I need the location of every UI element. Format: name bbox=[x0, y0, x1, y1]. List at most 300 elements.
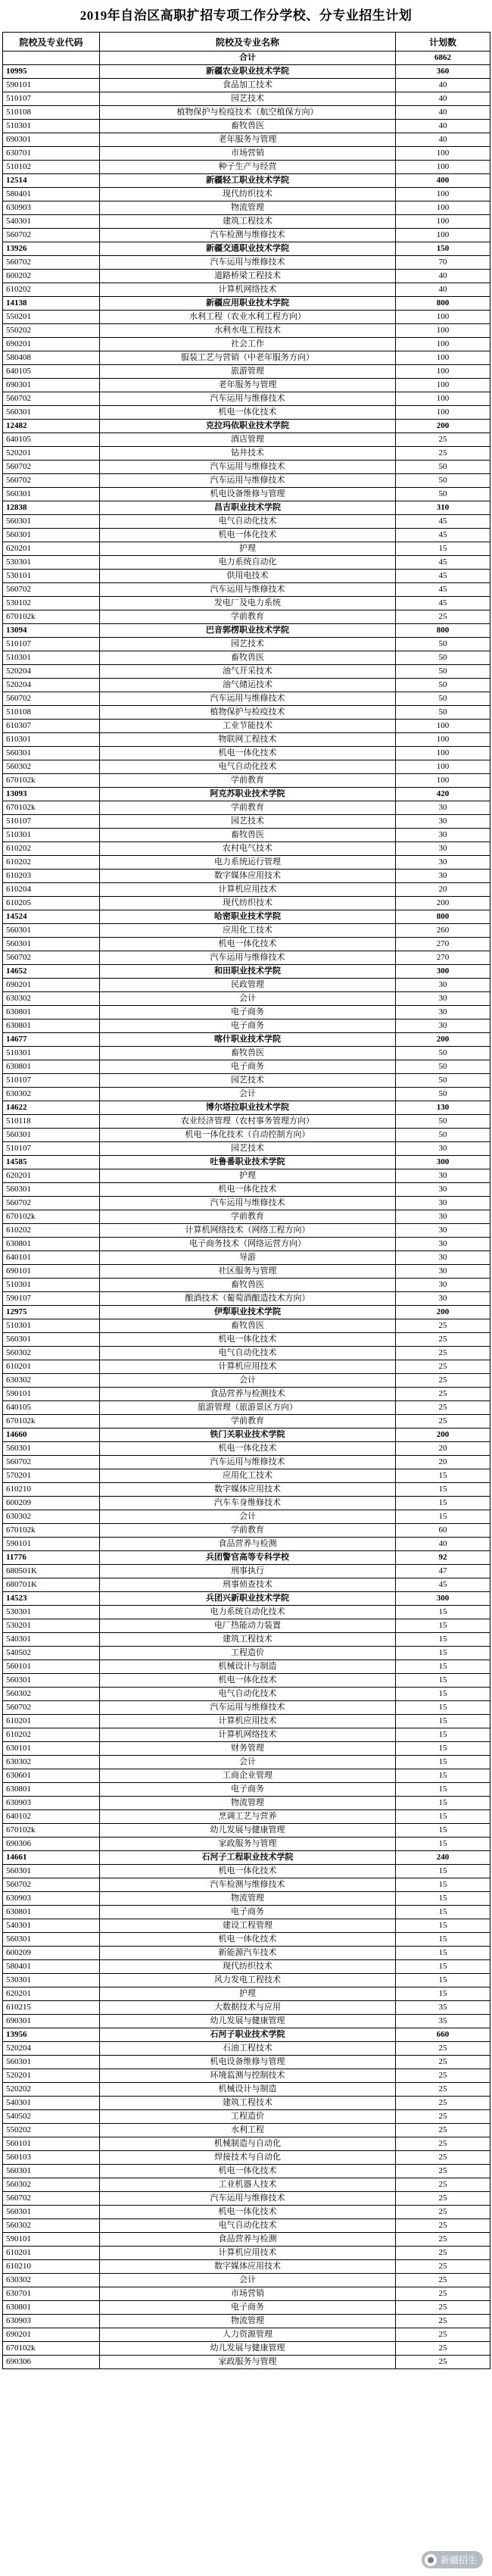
major-name: 水利工程 bbox=[100, 2124, 396, 2137]
header-code: 院校及专业代码 bbox=[3, 33, 100, 52]
school-code: 11776 bbox=[3, 1551, 100, 1565]
major-row bbox=[3, 1728, 490, 1742]
major-code: 560302 bbox=[3, 760, 100, 774]
school-row bbox=[3, 242, 490, 256]
major-name: 园艺技术 bbox=[100, 1142, 396, 1156]
major-code: 560702 bbox=[3, 474, 100, 488]
major-row bbox=[3, 1088, 490, 1101]
major-plan: 15 bbox=[396, 1987, 490, 2001]
school-row bbox=[3, 910, 490, 924]
major-name: 老年服务与管理 bbox=[100, 133, 396, 147]
major-row bbox=[3, 433, 490, 447]
watermark-label: 新疆招生 bbox=[440, 2555, 477, 2565]
school-code: 12838 bbox=[3, 501, 100, 515]
major-name: 电气自动化技术 bbox=[100, 2219, 396, 2233]
major-name: 市场营销 bbox=[100, 2287, 396, 2301]
header-name: 院校及专业名称 bbox=[100, 33, 396, 52]
major-code: 630302 bbox=[3, 1088, 100, 1101]
major-code: 510108 bbox=[3, 706, 100, 720]
major-code: 560301 bbox=[3, 1865, 100, 1878]
major-name: 幼儿发展与健康管理 bbox=[100, 1824, 396, 1838]
major-code: 670102k bbox=[3, 1824, 100, 1838]
major-code: 560301 bbox=[3, 1442, 100, 1456]
major-plan: 30 bbox=[396, 1142, 490, 1156]
major-row bbox=[3, 515, 490, 529]
school-name: 哈密职业技术学院 bbox=[100, 910, 396, 924]
major-plan: 15 bbox=[396, 1769, 490, 1783]
major-plan: 100 bbox=[396, 720, 490, 733]
major-code: 560301 bbox=[3, 747, 100, 760]
major-code: 690201 bbox=[3, 338, 100, 351]
school-row bbox=[3, 788, 490, 801]
major-name: 数字媒体应用技术 bbox=[100, 1483, 396, 1497]
major-plan: 50 bbox=[396, 651, 490, 665]
major-plan: 35 bbox=[396, 2001, 490, 2015]
major-plan: 100 bbox=[396, 392, 490, 406]
major-row bbox=[3, 1742, 490, 1756]
major-plan: 30 bbox=[396, 815, 490, 829]
major-code: 540301 bbox=[3, 1633, 100, 1647]
school-row bbox=[3, 1429, 490, 1442]
major-name: 发电厂及电力系统 bbox=[100, 597, 396, 610]
major-plan: 25 bbox=[396, 2165, 490, 2178]
major-row bbox=[3, 1538, 490, 1551]
major-plan: 15 bbox=[396, 542, 490, 556]
major-plan: 15 bbox=[396, 1497, 490, 1510]
major-row bbox=[3, 256, 490, 270]
major-row bbox=[3, 2001, 490, 2015]
major-plan: 30 bbox=[396, 1210, 490, 1224]
major-code: 610201 bbox=[3, 1715, 100, 1728]
school-plan: 360 bbox=[396, 65, 490, 79]
major-code: 540502 bbox=[3, 2110, 100, 2124]
major-code: 630903 bbox=[3, 2315, 100, 2328]
major-name: 机械设计与制造 bbox=[100, 2083, 396, 2097]
school-row bbox=[3, 1156, 490, 1169]
major-name: 工商企业管理 bbox=[100, 1769, 396, 1783]
major-name: 农村电气技术 bbox=[100, 842, 396, 856]
major-plan: 50 bbox=[396, 679, 490, 692]
major-row bbox=[3, 2178, 490, 2192]
major-name: 机电一体化技术 bbox=[100, 1933, 396, 1947]
major-plan: 15 bbox=[396, 1878, 490, 1892]
major-row bbox=[3, 1183, 490, 1197]
major-code: 560301 bbox=[3, 488, 100, 501]
major-code: 600202 bbox=[3, 270, 100, 283]
major-name: 机电一体化技术 bbox=[100, 1333, 396, 1347]
major-row bbox=[3, 229, 490, 242]
major-plan: 25 bbox=[396, 2247, 490, 2260]
major-plan: 100 bbox=[396, 379, 490, 392]
major-row bbox=[3, 2110, 490, 2124]
major-name: 学前教育 bbox=[100, 774, 396, 788]
major-code: 690306 bbox=[3, 1838, 100, 1851]
major-code: 560101 bbox=[3, 1660, 100, 1674]
major-plan: 100 bbox=[396, 351, 490, 365]
major-row bbox=[3, 747, 490, 760]
major-plan: 15 bbox=[396, 1933, 490, 1947]
major-name: 计算机应用技术 bbox=[100, 2247, 396, 2260]
major-row bbox=[3, 556, 490, 570]
major-code: 630601 bbox=[3, 1769, 100, 1783]
school-row bbox=[3, 624, 490, 638]
major-code: 630801 bbox=[3, 1019, 100, 1033]
major-code: 670102k bbox=[3, 2342, 100, 2356]
major-plan: 30 bbox=[396, 801, 490, 815]
school-plan: 150 bbox=[396, 242, 490, 256]
major-plan: 50 bbox=[396, 1074, 490, 1088]
major-name: 机电一体化技术 bbox=[100, 2165, 396, 2178]
major-name: 刑事侦查技术 bbox=[100, 1578, 396, 1592]
school-code: 13956 bbox=[3, 2028, 100, 2042]
major-code: 630801 bbox=[3, 1238, 100, 1251]
major-name: 物联网工程技术 bbox=[100, 733, 396, 747]
major-plan: 45 bbox=[396, 556, 490, 570]
major-name: 计算机网络技术 bbox=[100, 283, 396, 297]
major-code: 630903 bbox=[3, 1797, 100, 1810]
major-plan: 25 bbox=[396, 1401, 490, 1415]
major-plan: 25 bbox=[396, 2137, 490, 2151]
school-code: 14524 bbox=[3, 910, 100, 924]
major-plan: 100 bbox=[396, 747, 490, 760]
major-name: 旅游管理（旅游景区方向） bbox=[100, 1401, 396, 1415]
major-name: 食品营养与检测技术 bbox=[100, 1388, 396, 1401]
major-plan: 50 bbox=[396, 692, 490, 706]
major-name: 会计 bbox=[100, 2274, 396, 2287]
major-name: 电气自动化技术 bbox=[100, 760, 396, 774]
major-code: 640102 bbox=[3, 1810, 100, 1824]
major-code: 510301 bbox=[3, 829, 100, 842]
major-row bbox=[3, 2356, 490, 2369]
major-row bbox=[3, 1783, 490, 1797]
major-row bbox=[3, 283, 490, 297]
major-row bbox=[3, 1019, 490, 1033]
major-plan: 100 bbox=[396, 760, 490, 774]
major-name: 工程造价 bbox=[100, 1647, 396, 1660]
major-code: 600209 bbox=[3, 1497, 100, 1510]
major-plan: 30 bbox=[396, 1169, 490, 1183]
school-name: 巴音郭楞职业技术学院 bbox=[100, 624, 396, 638]
major-code: 690301 bbox=[3, 2015, 100, 2028]
major-row bbox=[3, 1074, 490, 1088]
major-name: 计算机网络技术（网络工程方向） bbox=[100, 1224, 396, 1238]
major-row bbox=[3, 351, 490, 365]
school-row bbox=[3, 65, 490, 79]
school-name: 克拉玛依职业技术学院 bbox=[100, 420, 396, 433]
major-name: 老年服务与管理 bbox=[100, 379, 396, 392]
school-code: 14138 bbox=[3, 297, 100, 311]
school-name: 吐鲁番职业技术学院 bbox=[100, 1156, 396, 1169]
enrollment-plan-table bbox=[2, 32, 490, 2369]
major-plan: 25 bbox=[396, 2260, 490, 2274]
school-plan: 660 bbox=[396, 2028, 490, 2042]
major-name: 数字媒体应用技术 bbox=[100, 870, 396, 883]
school-code: 14652 bbox=[3, 965, 100, 979]
major-row bbox=[3, 1715, 490, 1728]
major-code: 560702 bbox=[3, 1197, 100, 1210]
major-row bbox=[3, 379, 490, 392]
major-name: 现代纺织技术 bbox=[100, 1960, 396, 1974]
major-name: 畜牧兽医 bbox=[100, 651, 396, 665]
major-plan: 15 bbox=[396, 1660, 490, 1674]
major-plan: 25 bbox=[396, 2274, 490, 2287]
major-code: 590107 bbox=[3, 1292, 100, 1306]
major-code: 510301 bbox=[3, 1319, 100, 1333]
major-code: 560301 bbox=[3, 1933, 100, 1947]
major-code: 530301 bbox=[3, 1606, 100, 1619]
major-row bbox=[3, 542, 490, 556]
major-row bbox=[3, 679, 490, 692]
major-code: 520204 bbox=[3, 2042, 100, 2056]
major-plan: 100 bbox=[396, 161, 490, 174]
major-name: 汽车检测与维修技术 bbox=[100, 1878, 396, 1892]
major-name: 计算机应用技术 bbox=[100, 1360, 396, 1374]
school-name: 兵团警官高等专科学校 bbox=[100, 1551, 396, 1565]
major-plan: 25 bbox=[396, 2287, 490, 2301]
major-plan: 15 bbox=[396, 1892, 490, 1906]
major-row bbox=[3, 461, 490, 474]
major-code: 580401 bbox=[3, 188, 100, 201]
major-code: 610202 bbox=[3, 283, 100, 297]
major-row bbox=[3, 1933, 490, 1947]
major-row bbox=[3, 120, 490, 133]
major-name: 机电一体化技术 bbox=[100, 1865, 396, 1878]
major-name: 市场营销 bbox=[100, 147, 396, 161]
major-row bbox=[3, 2083, 490, 2097]
major-code: 560702 bbox=[3, 256, 100, 270]
major-plan: 50 bbox=[396, 461, 490, 474]
major-row bbox=[3, 406, 490, 420]
major-name: 机电一体化技术 bbox=[100, 747, 396, 760]
major-name: 石油工程技术 bbox=[100, 2042, 396, 2056]
major-plan: 25 bbox=[396, 2083, 490, 2097]
major-code: 550201 bbox=[3, 311, 100, 324]
major-code: 510108 bbox=[3, 106, 100, 120]
major-name: 油气储运技术 bbox=[100, 679, 396, 692]
major-row bbox=[3, 79, 490, 92]
major-name: 机电一体化技术 bbox=[100, 406, 396, 420]
major-code: 610202 bbox=[3, 1224, 100, 1238]
major-row bbox=[3, 2206, 490, 2219]
major-plan: 50 bbox=[396, 638, 490, 651]
major-code: 590101 bbox=[3, 2233, 100, 2247]
major-name: 汽车运用与维修技术 bbox=[100, 1456, 396, 1469]
major-code: 520201 bbox=[3, 447, 100, 461]
major-row bbox=[3, 1238, 490, 1251]
major-code: 540502 bbox=[3, 1647, 100, 1660]
major-plan: 20 bbox=[396, 1442, 490, 1456]
major-plan: 25 bbox=[396, 2206, 490, 2219]
major-name: 电气自动化技术 bbox=[100, 1688, 396, 1701]
major-name: 建筑工程技术 bbox=[100, 2097, 396, 2110]
major-plan: 15 bbox=[396, 1469, 490, 1483]
major-name: 机电一体化技术 bbox=[100, 2206, 396, 2219]
major-code: 630302 bbox=[3, 1374, 100, 1388]
school-name: 新疆农业职业技术学院 bbox=[100, 65, 396, 79]
major-code: 610202 bbox=[3, 856, 100, 870]
major-name: 大数据技术与应用 bbox=[100, 2001, 396, 2015]
school-code: 14523 bbox=[3, 1592, 100, 1606]
major-plan: 30 bbox=[396, 992, 490, 1006]
major-plan: 30 bbox=[396, 979, 490, 992]
major-name: 建筑工程技术 bbox=[100, 215, 396, 229]
major-row bbox=[3, 1469, 490, 1483]
major-name: 园艺技术 bbox=[100, 92, 396, 106]
school-plan: 200 bbox=[396, 420, 490, 433]
major-plan: 200 bbox=[396, 897, 490, 910]
major-code: 590101 bbox=[3, 1538, 100, 1551]
major-name: 种子生产与经营 bbox=[100, 161, 396, 174]
major-plan: 40 bbox=[396, 283, 490, 297]
major-code: 510301 bbox=[3, 1279, 100, 1292]
major-plan: 40 bbox=[396, 106, 490, 120]
major-code: 620201 bbox=[3, 1169, 100, 1183]
major-code: 630903 bbox=[3, 201, 100, 215]
major-code: 630801 bbox=[3, 1783, 100, 1797]
major-name: 应用化工技术 bbox=[100, 924, 396, 938]
major-code: 510301 bbox=[3, 120, 100, 133]
major-code: 540301 bbox=[3, 215, 100, 229]
major-plan: 100 bbox=[396, 201, 490, 215]
major-plan: 100 bbox=[396, 188, 490, 201]
major-code: 510301 bbox=[3, 1047, 100, 1060]
major-name: 建筑工程技术 bbox=[100, 1633, 396, 1647]
major-plan: 25 bbox=[396, 2328, 490, 2342]
major-row bbox=[3, 92, 490, 106]
major-row bbox=[3, 570, 490, 583]
major-code: 610210 bbox=[3, 1483, 100, 1497]
major-code: 630302 bbox=[3, 2274, 100, 2287]
major-code: 630801 bbox=[3, 2301, 100, 2315]
major-name: 机电设备维修与管理 bbox=[100, 488, 396, 501]
major-name: 学前教育 bbox=[100, 1210, 396, 1224]
major-plan: 25 bbox=[396, 2233, 490, 2247]
major-plan: 50 bbox=[396, 1129, 490, 1142]
major-code: 560301 bbox=[3, 924, 100, 938]
major-name: 水利工程（农业水利工程方向） bbox=[100, 311, 396, 324]
major-plan: 25 bbox=[396, 1360, 490, 1374]
major-row bbox=[3, 1838, 490, 1851]
major-name: 电厂热能动力装置 bbox=[100, 1619, 396, 1633]
major-code: 590101 bbox=[3, 1388, 100, 1401]
major-code: 630801 bbox=[3, 1906, 100, 1919]
major-code: 560702 bbox=[3, 461, 100, 474]
major-row bbox=[3, 1142, 490, 1156]
major-name: 会计 bbox=[100, 1088, 396, 1101]
major-plan: 45 bbox=[396, 583, 490, 597]
major-name: 电气自动化技术 bbox=[100, 1347, 396, 1360]
major-code: 560702 bbox=[3, 392, 100, 406]
major-row bbox=[3, 2219, 490, 2233]
major-code: 530101 bbox=[3, 570, 100, 583]
major-row bbox=[3, 1415, 490, 1429]
school-plan: 300 bbox=[396, 1156, 490, 1169]
major-row bbox=[3, 815, 490, 829]
major-code: 540301 bbox=[3, 2097, 100, 2110]
major-plan: 100 bbox=[396, 324, 490, 338]
major-code: 630903 bbox=[3, 1892, 100, 1906]
school-plan: 800 bbox=[396, 910, 490, 924]
major-code: 560301 bbox=[3, 529, 100, 542]
major-code: 610205 bbox=[3, 897, 100, 910]
school-row bbox=[3, 297, 490, 311]
school-name: 新疆应用职业技术学院 bbox=[100, 297, 396, 311]
major-plan: 45 bbox=[396, 570, 490, 583]
major-plan: 25 bbox=[396, 2056, 490, 2069]
major-plan: 30 bbox=[396, 1197, 490, 1210]
major-code: 570201 bbox=[3, 1469, 100, 1483]
major-name: 汽车运用与维修技术 bbox=[100, 583, 396, 597]
major-row bbox=[3, 529, 490, 542]
major-code: 560702 bbox=[3, 583, 100, 597]
major-plan: 50 bbox=[396, 1088, 490, 1101]
major-plan: 15 bbox=[396, 1906, 490, 1919]
major-row bbox=[3, 1974, 490, 1987]
major-name: 机电一体化技术 bbox=[100, 938, 396, 951]
major-name: 园艺技术 bbox=[100, 638, 396, 651]
major-row bbox=[3, 1483, 490, 1497]
major-row bbox=[3, 188, 490, 201]
major-plan: 25 bbox=[396, 2069, 490, 2083]
major-code: 510107 bbox=[3, 1074, 100, 1088]
major-row bbox=[3, 692, 490, 706]
major-plan: 270 bbox=[396, 938, 490, 951]
school-plan: 200 bbox=[396, 1033, 490, 1047]
major-row bbox=[3, 733, 490, 747]
major-code: 560301 bbox=[3, 1129, 100, 1142]
major-row bbox=[3, 201, 490, 215]
major-code: 670102k bbox=[3, 801, 100, 815]
major-code: 550202 bbox=[3, 2124, 100, 2137]
school-row bbox=[3, 1033, 490, 1047]
major-row bbox=[3, 1619, 490, 1633]
major-plan: 25 bbox=[396, 610, 490, 624]
major-row bbox=[3, 2137, 490, 2151]
major-plan: 100 bbox=[396, 774, 490, 788]
major-row bbox=[3, 856, 490, 870]
major-code: 690301 bbox=[3, 379, 100, 392]
major-row bbox=[3, 870, 490, 883]
major-code: 690101 bbox=[3, 1265, 100, 1279]
major-name: 畜牧兽医 bbox=[100, 1319, 396, 1333]
major-name: 环境监测与控制技术 bbox=[100, 2069, 396, 2083]
major-plan: 15 bbox=[396, 1838, 490, 1851]
header-plan: 计划数 bbox=[396, 33, 490, 52]
major-code: 510301 bbox=[3, 651, 100, 665]
major-name: 现代纺织技术 bbox=[100, 188, 396, 201]
major-row bbox=[3, 1524, 490, 1538]
major-code: 630801 bbox=[3, 1006, 100, 1019]
major-plan: 50 bbox=[396, 706, 490, 720]
major-name: 服装工艺与营销（中老年服务方向） bbox=[100, 351, 396, 365]
major-row bbox=[3, 1197, 490, 1210]
major-name: 机械制造与自动化 bbox=[100, 2137, 396, 2151]
school-row bbox=[3, 1851, 490, 1865]
total-row bbox=[3, 52, 490, 65]
major-name: 电子商务 bbox=[100, 1783, 396, 1797]
major-name: 汽车运用与维修技术 bbox=[100, 692, 396, 706]
major-name: 财务管理 bbox=[100, 1742, 396, 1756]
major-code: 610202 bbox=[3, 842, 100, 856]
major-name: 电子商务 bbox=[100, 1060, 396, 1074]
major-name: 电力系统自动化技术 bbox=[100, 1606, 396, 1619]
major-row bbox=[3, 897, 490, 910]
major-row bbox=[3, 1797, 490, 1810]
major-code: 680501K bbox=[3, 1565, 100, 1578]
major-row bbox=[3, 1947, 490, 1960]
major-row bbox=[3, 1047, 490, 1060]
major-code: 610201 bbox=[3, 1360, 100, 1374]
